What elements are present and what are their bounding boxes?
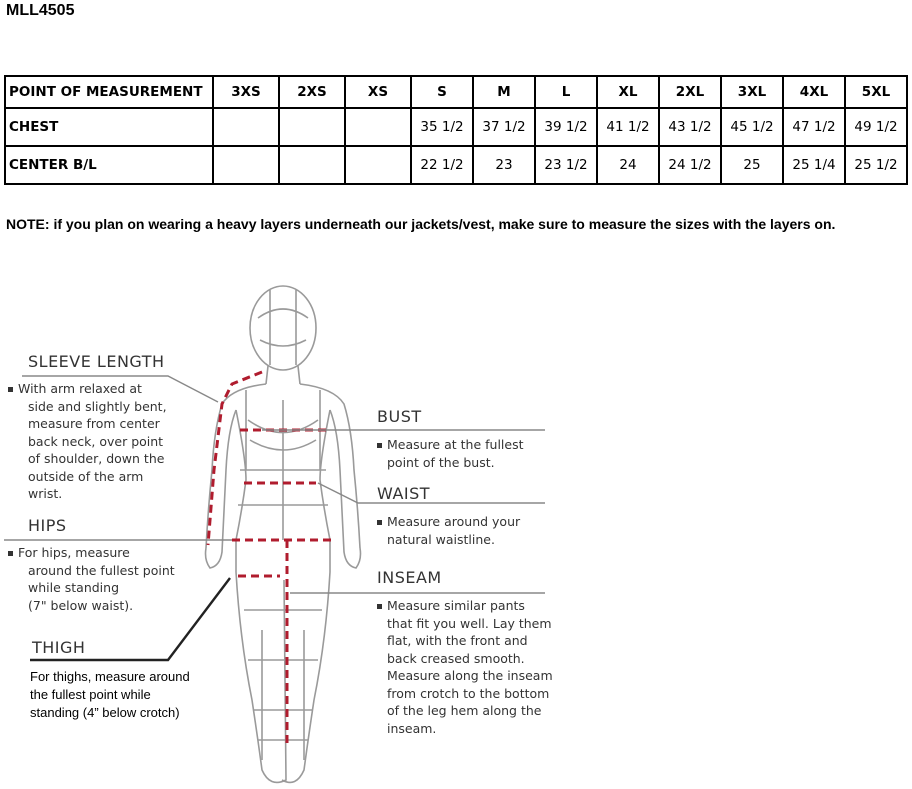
header-cell: XL bbox=[597, 76, 659, 108]
header-cell: 2XL bbox=[659, 76, 721, 108]
table-cell: 23 bbox=[473, 146, 535, 184]
table-cell: 24 1/2 bbox=[659, 146, 721, 184]
bullet-icon bbox=[377, 443, 382, 448]
table-cell: 25 bbox=[721, 146, 783, 184]
header-cell: M bbox=[473, 76, 535, 108]
header-cell: 4XL bbox=[783, 76, 845, 108]
table-cell: 37 1/2 bbox=[473, 108, 535, 146]
table-cell bbox=[213, 108, 279, 146]
table-cell: 49 1/2 bbox=[845, 108, 907, 146]
bullet-icon bbox=[377, 604, 382, 609]
header-cell: 3XL bbox=[721, 76, 783, 108]
bust-heading: BUST bbox=[377, 407, 422, 426]
header-cell: POINT OF MEASUREMENT bbox=[5, 76, 213, 108]
header-cell: S bbox=[411, 76, 473, 108]
table-cell bbox=[279, 108, 345, 146]
inseam-heading: INSEAM bbox=[377, 568, 442, 587]
thigh-text: For thighs, measure around the fullest point while standing (4” below crotch) bbox=[30, 669, 190, 720]
table-cell: 23 1/2 bbox=[535, 146, 597, 184]
table-cell: 24 bbox=[597, 146, 659, 184]
table-cell: 41 1/2 bbox=[597, 108, 659, 146]
header-cell: XS bbox=[345, 76, 411, 108]
size-chart-table bbox=[4, 75, 908, 185]
header-cell: L bbox=[535, 76, 597, 108]
bullet-icon bbox=[377, 520, 382, 525]
row-label: CENTER B/L bbox=[5, 146, 213, 184]
table-row bbox=[5, 108, 907, 146]
waist-text: Measure around your natural waistline. bbox=[377, 513, 520, 548]
inseam-text: Measure similar pants that fit you well. Lay them flat, with the front and back creased smooth. Measure along the inseam from crotch to the bottom of the leg hem along the inseam. bbox=[377, 597, 553, 737]
hips-text: For hips, measure around the fullest point while standing (7" below waist). bbox=[8, 544, 175, 614]
sleeve-length-text: With arm relaxed at side and slightly bent, measure from center back neck, over point of shoulder, down the outside of the arm wrist. bbox=[8, 380, 167, 503]
table-cell: 45 1/2 bbox=[721, 108, 783, 146]
header-cell: 2XS bbox=[279, 76, 345, 108]
header-cell: 3XS bbox=[213, 76, 279, 108]
table-cell: 25 1/2 bbox=[845, 146, 907, 184]
table-row bbox=[5, 146, 907, 184]
table-header-row bbox=[5, 76, 907, 108]
bullet-icon bbox=[8, 387, 13, 392]
table-cell bbox=[345, 108, 411, 146]
table-cell: 39 1/2 bbox=[535, 108, 597, 146]
waist-heading: WAIST bbox=[377, 484, 431, 503]
bust-text: Measure at the fullest point of the bust. bbox=[377, 436, 524, 471]
table-cell: 25 1/4 bbox=[783, 146, 845, 184]
body-outline bbox=[206, 286, 361, 782]
hips-heading: HIPS bbox=[28, 516, 67, 535]
table-cell bbox=[213, 146, 279, 184]
table-cell bbox=[279, 146, 345, 184]
table-cell: 22 1/2 bbox=[411, 146, 473, 184]
table-cell: 43 1/2 bbox=[659, 108, 721, 146]
thigh-heading: THIGH bbox=[32, 638, 86, 657]
measurement-lines bbox=[208, 372, 332, 745]
header-cell: 5XL bbox=[845, 76, 907, 108]
table-cell: 47 1/2 bbox=[783, 108, 845, 146]
layering-note: NOTE: if you plan on wearing a heavy layers underneath our jackets/vest, make sure to measure the sizes with the layers on. bbox=[6, 216, 836, 232]
table-cell bbox=[345, 146, 411, 184]
bullet-icon bbox=[8, 551, 13, 556]
sleeve-length-heading: SLEEVE LENGTH bbox=[28, 352, 165, 371]
row-label: CHEST bbox=[5, 108, 213, 146]
table-cell: 35 1/2 bbox=[411, 108, 473, 146]
product-code: MLL4505 bbox=[6, 2, 75, 19]
sleeve-length-line bbox=[208, 372, 262, 545]
